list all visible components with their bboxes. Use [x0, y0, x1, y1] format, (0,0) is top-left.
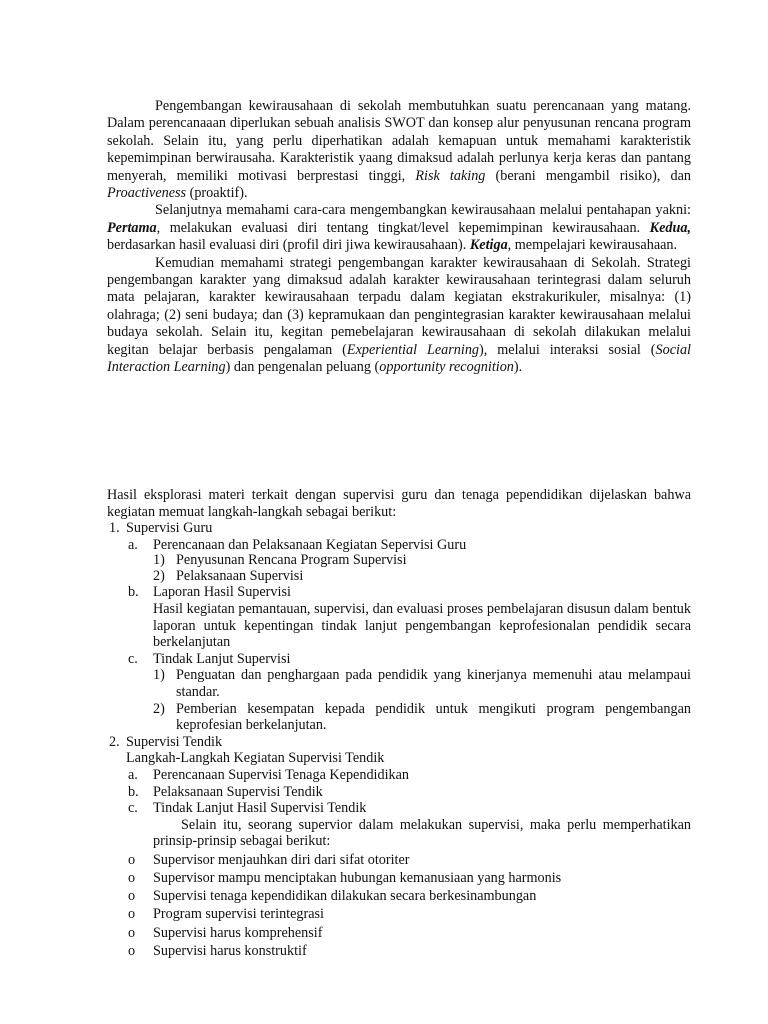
list-item-text: Tindak Lanjut Supervisi: [153, 650, 291, 667]
bullet-marker: o: [128, 924, 136, 941]
paragraph-2-text-2: , melakukan evaluasi diri tentang tingkat/level kepemimpinan kewirausahaan.: [156, 219, 650, 236]
principle-text: Supervisor menjauhkan diri dari sifat otoriter: [153, 851, 410, 868]
principle-text: Supervisi harus konstruktif: [153, 942, 307, 959]
principle-text: Supervisi harus komprehensif: [153, 924, 323, 941]
list-item-supervisi-guru: [107, 520, 691, 537]
paragraph-1: [107, 98, 691, 202]
list-marker: a.: [128, 536, 138, 553]
opportunity-recognition-term: opportunity recognition: [379, 359, 514, 376]
bullet-marker: o: [128, 888, 136, 905]
paragraph-3-text-3: ) dan pengenalan peluang (: [225, 359, 380, 376]
bullet-marker: o: [128, 870, 136, 887]
principle-text: Supervisor mampu menciptakan hubungan kemanusiaan yang harmonis: [153, 870, 562, 887]
paragraph-1-text-3: (proaktif).: [186, 185, 248, 202]
risk-taking-term: Risk taking: [415, 167, 486, 184]
list-item-tindak-lanjut-tendik: [107, 800, 691, 817]
principle-item: [107, 924, 691, 942]
list-item-supervisi-tendik: [107, 734, 691, 751]
kedua-term: Kedua,: [649, 219, 691, 236]
principle-item: [107, 869, 691, 887]
list-item-text: Langkah-Langkah Kegiatan Supervisi Tendik: [126, 750, 385, 767]
list-item-text: Tindak Lanjut Hasil Supervisi Tendik: [153, 800, 367, 817]
principle-text: Program supervisi terintegrasi: [153, 906, 324, 923]
list-item-tindak-lanjut: [107, 651, 691, 668]
list-item-text: Laporan Hasil Supervisi: [153, 584, 291, 601]
list-item-pemberian: [107, 701, 691, 734]
list-marker: 2): [153, 567, 165, 584]
principle-item: [107, 905, 691, 923]
ketiga-term: Ketiga: [469, 237, 508, 254]
paragraph-3: [107, 255, 691, 377]
paragraph-3-text: Kemudian memahami strategi pengembangan karakter kewirausahaan di Sekolah. Strategi pengembangan karakter yang dimaksud adalah karakter kewirausahaan terintegrasi dalam seluruh mata pelajaran, karakter kewirausahaan terpadu dalam kegiatan ekstrakurikuler, misalnya: (1) olahraga; (2) seni budaya; dan (3) kepramukaan dan pengintegrasian karakter kewirausahaan melalui budaya sekolah. Selain itu, kegitan pemebelajaran kewirausahaan di sekolah dilakukan melalui kegitan belajar berbasis pengalaman (: [107, 254, 691, 358]
list-marker: c.: [128, 800, 138, 817]
section-supervisi: [107, 487, 691, 960]
list-item-text: Supervisi Guru: [126, 520, 213, 537]
list-item-perencanaan-pelaksanaan: [107, 537, 691, 554]
list-marker: c.: [128, 650, 138, 667]
section-kewirausahaan: [107, 98, 691, 377]
laporan-description: [107, 601, 691, 651]
paragraph-2-text-3: berdasarkan hasil evaluasi diri (profil diri jiwa kewirausahaan).: [107, 237, 470, 254]
list-marker: 2): [153, 700, 165, 717]
list-item-text: Pemberian kesempatan kepada pendidik untuk mengikuti program pengembangan keprofesian berkelanjutan.: [176, 700, 691, 734]
supervisi-intro: Hasil eksplorasi materi terkait dengan supervisi guru dan tenaga pependidikan dijelaskan bahwa kegiatan memuat langkah-langkah sebagai berikut:: [107, 487, 691, 520]
list-item-pelaksanaan-tendik: [107, 784, 691, 801]
principle-item: [107, 942, 691, 960]
list-marker: 1): [153, 667, 165, 684]
list-item-text: Pelaksanaan Supervisi: [176, 567, 304, 584]
paragraph-2-text-4: , mempelajari kewirausahaan.: [507, 237, 678, 254]
list-item-text: Supervisi Tendik: [126, 733, 223, 750]
list-item-pelaksanaan-supervisi: [107, 569, 691, 585]
list-item-text: Penyusunan Rencana Program Supervisi: [176, 552, 407, 569]
tendik-subheading: [107, 750, 691, 767]
paragraph-1-text-2: (berani mengambil risiko), dan: [485, 167, 692, 184]
list-item-text: Perencanaan dan Pelaksanaan Kegiatan Sepervisi Guru: [153, 536, 467, 553]
principle-item: [107, 851, 691, 869]
bullet-marker: o: [128, 851, 136, 868]
list-item-text: Penguatan dan penghargaan pada pendidik yang kinerjanya memenuhi atau melampaui standar.: [176, 667, 691, 700]
list-marker: b.: [128, 783, 139, 800]
pertama-term: Pertama: [107, 219, 157, 236]
list-marker: 1): [153, 552, 165, 569]
closing-paragraph: Selain itu, seorang supervior dalam melakukan supervisi, maka perlu memperhatikan prinsip-prinsip sebagai berikut:: [153, 816, 691, 850]
principle-item: [107, 887, 691, 905]
list-marker: 2.: [109, 733, 120, 750]
paragraph-3-text-2: ), melalui interaksi sosial (: [479, 341, 656, 358]
list-marker: 1.: [109, 520, 120, 537]
experiential-learning-term: Experiential Learning: [346, 341, 480, 358]
bullet-marker: o: [128, 906, 136, 923]
social-interaction-term: Social Interaction Learning: [107, 341, 691, 376]
list-item-text: Pelaksanaan Supervisi Tendik: [153, 783, 323, 800]
list-item-perencanaan-tendik: [107, 767, 691, 784]
list-item-laporan: [107, 584, 691, 601]
list-item-penguatan: [107, 667, 691, 700]
proactiveness-term: Proactiveness: [107, 185, 187, 202]
principle-text: Supervisi tenaga kependidikan dilakukan secara berkesinambungan: [153, 888, 537, 905]
list-item-text: Hasil kegiatan pemantauan, supervisi, dan evaluasi proses pembelajaran disusun dalam bentuk laporan untuk kepentingan tindak lanjut pengembangan keprofesionalan pendidik secara berkelanjutan: [153, 600, 691, 651]
list-item-penyusunan: [107, 553, 691, 569]
list-marker: a.: [128, 766, 138, 783]
list-item-text: Perencanaan Supervisi Tenaga Kependidikan: [153, 766, 409, 783]
paragraph-1-text: Pengembangan kewirausahaan di sekolah membutuhkan suatu perencanaan yang matang. Dalam perencanaaan diperlukan sebuah analisis SWOT dan konsep alur penyusunan rencana program sekolah. Selain itu, yang perlu diperhatikan adalah kemapuan untuk memahami karakteristik kepemimpinan berwirausaha. Karakteristik yaang dimaksud adalah perlunya kerja keras dan pantang menyerah, memiliki motivasi berprestasi tinggi,: [107, 98, 691, 184]
bullet-marker: o: [128, 942, 136, 959]
paragraph-2-text: Selanjutnya memahami cara-cara mengembangkan kewirausahaan melalui pentahapan yakni:: [155, 202, 691, 219]
principles-list: [107, 851, 691, 960]
list-marker: b.: [128, 584, 139, 601]
paragraph-2: [107, 202, 691, 254]
paragraph-3-text-4: ).: [513, 359, 523, 376]
